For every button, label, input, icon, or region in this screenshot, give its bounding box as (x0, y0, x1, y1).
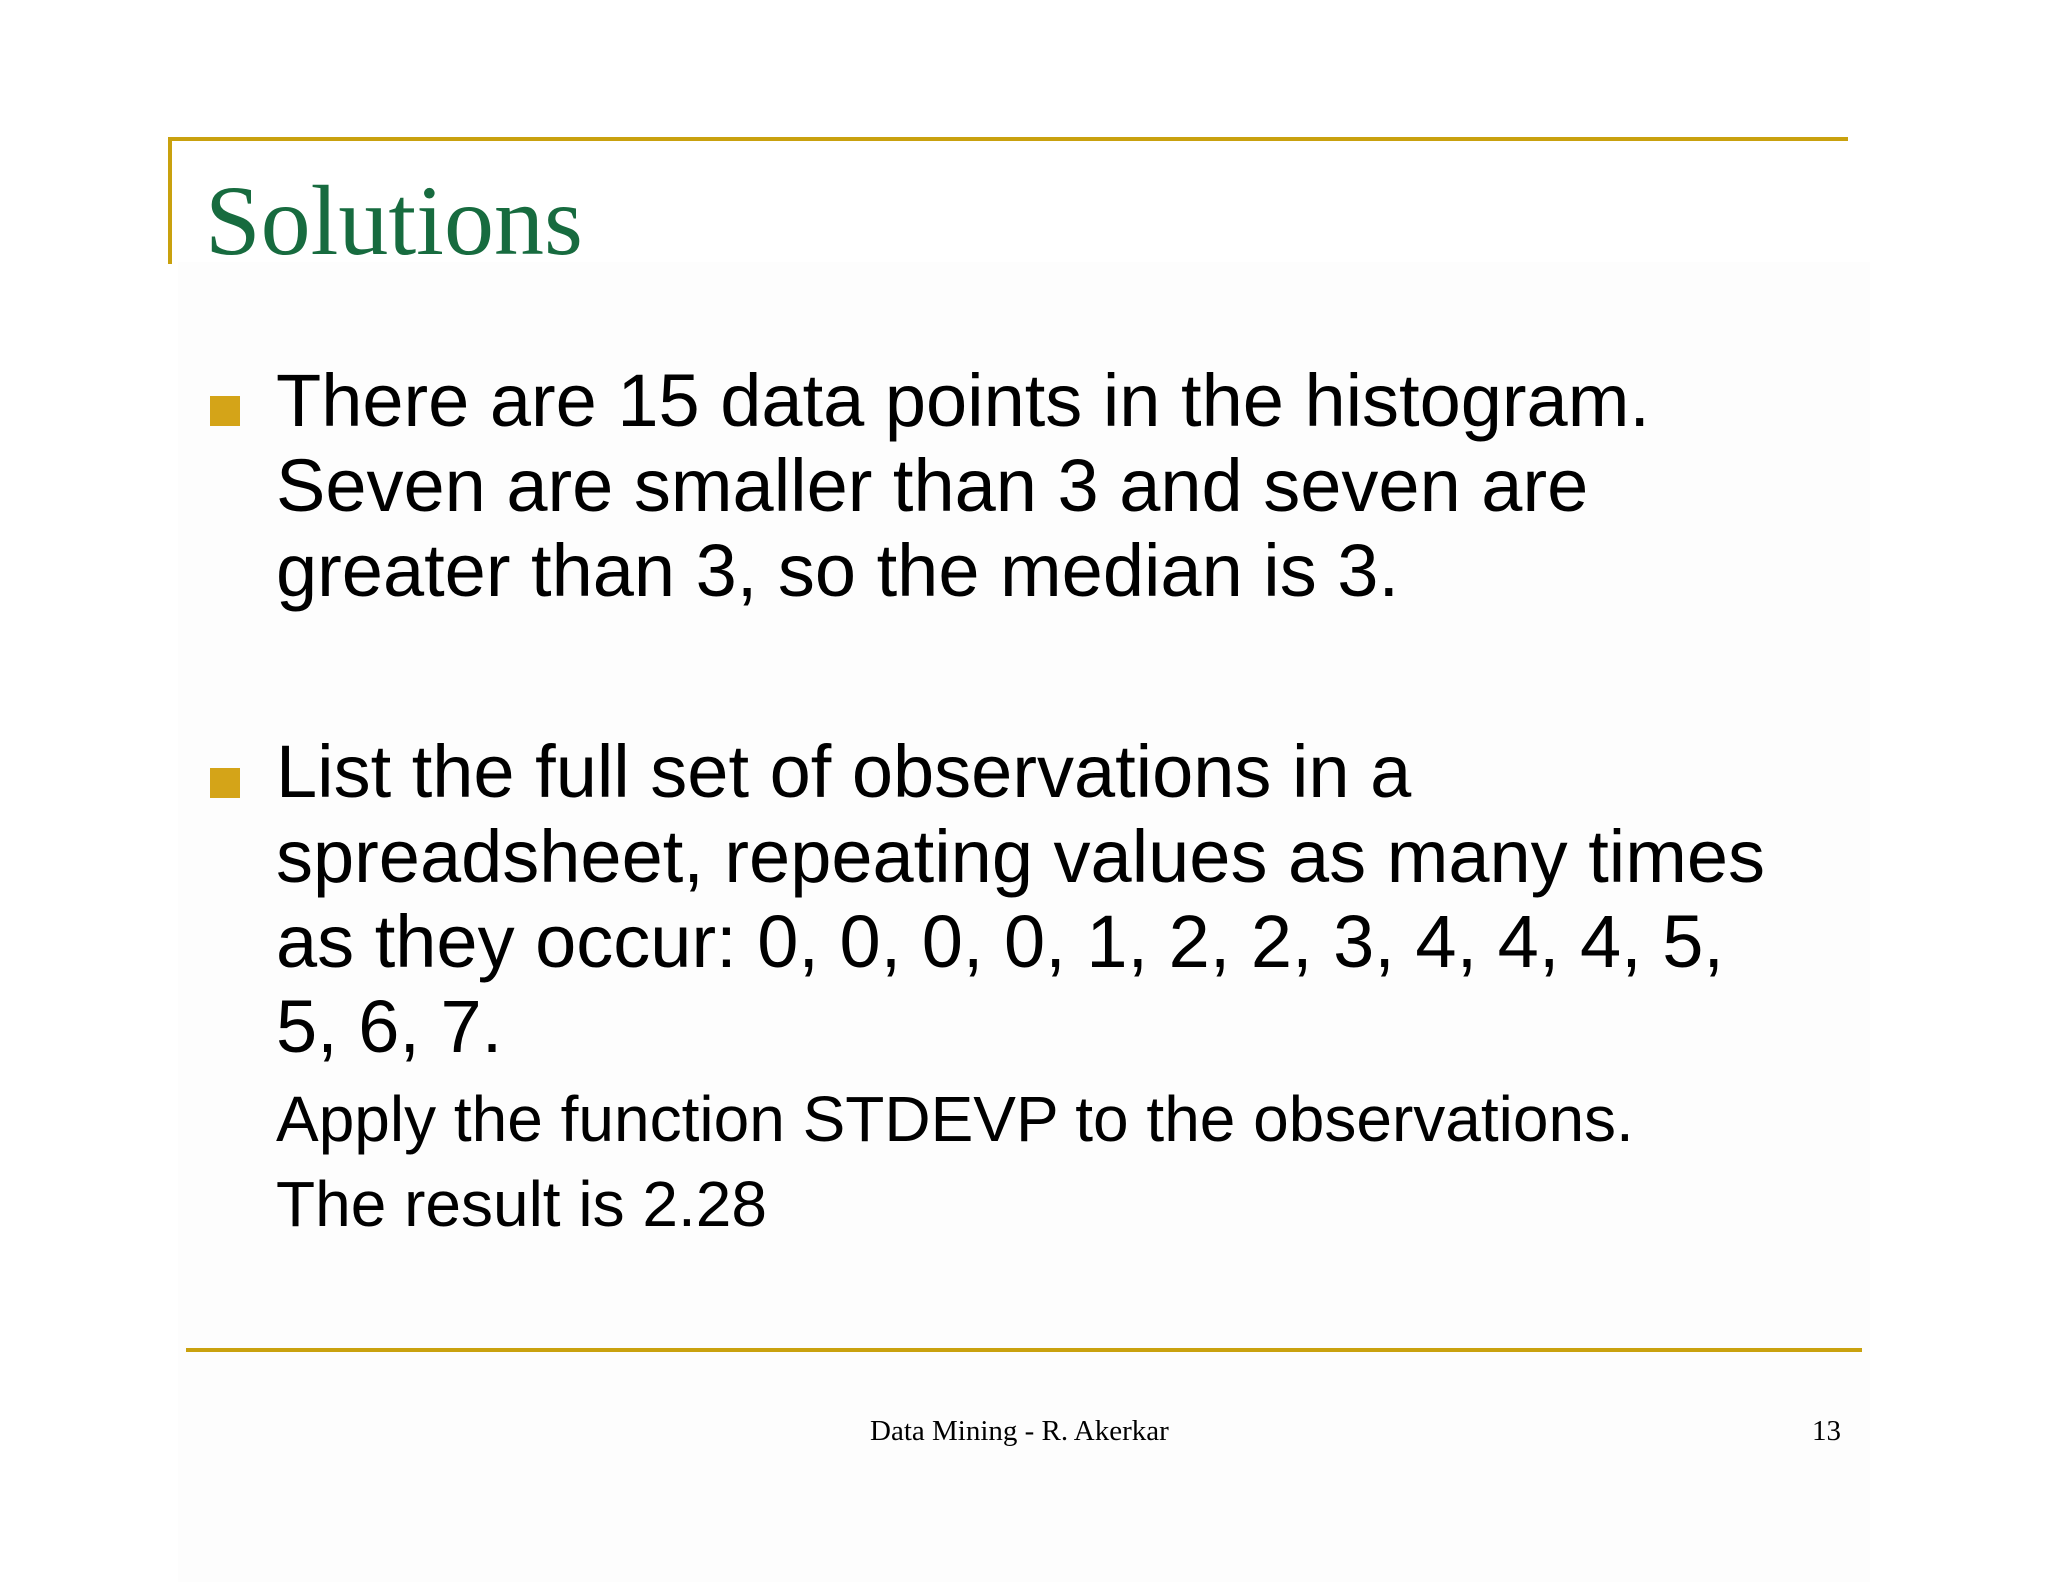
left-accent-rule (168, 137, 172, 264)
bullet-text-2: List the full set of observations in a spreadsheet, repeating values as many times as they occur: 0, 0, 0, 0, 1, 2, 2, 3, 4, 4, 4, 5, 5, 6, 7. (276, 730, 1766, 1068)
bullet-2-subline-1: Apply the function STDEVP to the observations. (276, 1083, 1634, 1155)
bullet-marker-1 (210, 396, 240, 426)
bullet-text-1: There are 15 data points in the histogram. Seven are smaller than 3 and seven are greater than 3, so the median is 3. (276, 359, 1650, 612)
page-number: 13 (1812, 1415, 1841, 1447)
footer-accent-rule (186, 1348, 1862, 1352)
top-accent-rule (168, 137, 1848, 141)
bullet-2-subline-2: The result is 2.28 (276, 1168, 767, 1240)
slide-title: Solutions (205, 165, 583, 276)
footer-title: Data Mining - R. Akerkar (870, 1415, 1169, 1447)
bullet-marker-2 (210, 768, 240, 798)
